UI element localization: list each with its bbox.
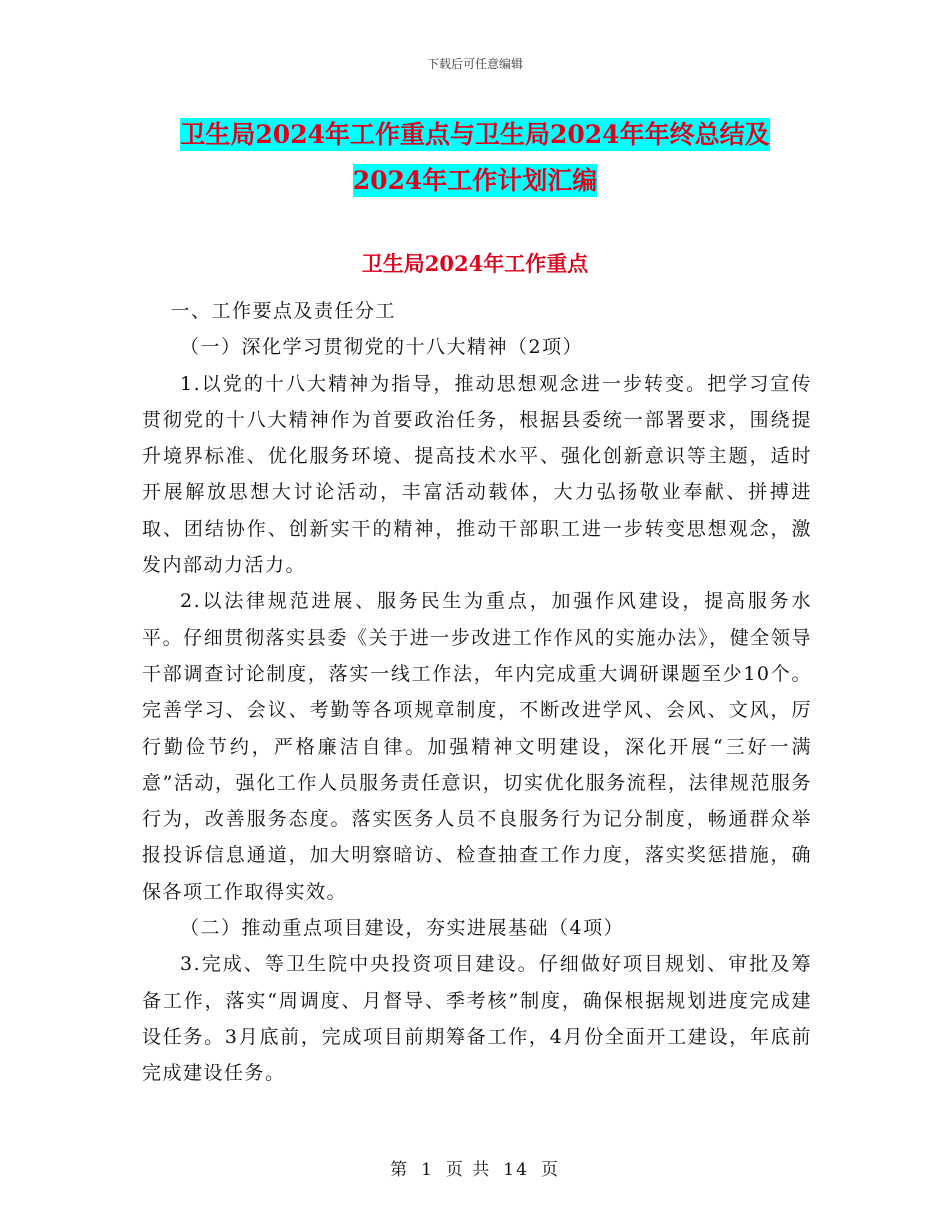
paragraph: 3.完成、等卫生院中央投资项目建设。仔细做好项目规划、审批及筹备工作，落实“周调度、月督导、季考核”制度，确保根据规划进度完成建设任务。3月底前，完成项目前期筹备工作，4月份全面开工建设，年底前完成建设任务。 (142, 953, 812, 1085)
heading-level-1: 一、工作要点及责任分工 (170, 300, 397, 322)
paragraph: 1.以党的十八大精神为指导，推动思想观念进一步转变。把学习宣传贯彻党的十八大精神作为首要政治任务，根据县委统一部署要求，围绕提升境界标准、优化服务环境、提高技术水平、强化创新意识等主题，适时开展解放思想大讨论活动，丰富活动载体，大力弘扬敬业奉献、拼搏进取、团结协作、创新实干的精神，推动干部职工进一步转变思想观念，激发内部动力活力。 (142, 372, 812, 577)
page-footer (0, 1155, 950, 1180)
section-title: 卫生局2024年工作重点 (361, 251, 589, 276)
footer-prefix: 第 (390, 1160, 410, 1180)
footer-mid: 页 共 (445, 1160, 492, 1180)
paragraph: 2.以法律规范进展、服务民生为重点，加强作风建设，提高服务水平。仔细贯彻落实县委《关于进一步改进工作作风的实施办法》，健全领导干部调查讨论制度，落实一线工作法，年内完成重大调研课题至少10个。完善学习、会议、考勤等各项规章制度，不断改进学风、会风、文风，厉行勤俭节约，严格廉洁自律。加强精神文明建设，深化开展“三好一满意”活动，强化工作人员服务责任意识，切实优化服务流程，法律规范服务行为，改善服务态度。落实医务人员不良服务行为记分制度，畅通群众举报投诉信息通道，加大明察暗访、检查抽查工作力度，落实奖惩措施，确保各项工作取得实效。 (142, 590, 812, 903)
footer-page-number: 1 (421, 1160, 434, 1180)
main-title (140, 112, 810, 204)
body-text (142, 293, 812, 1092)
main-title-line-2: 2024年工作计划汇编 (352, 166, 598, 195)
heading-level-2: （一）深化学习贯彻党的十八大精神（2项） (180, 336, 584, 359)
header-note: 下载后可任意编辑 (426, 57, 523, 71)
main-title-line-1: 卫生局2024年工作重点与卫生局2024年年终总结及 (180, 120, 770, 149)
footer-suffix: 页 (540, 1160, 560, 1180)
heading-level-2: （二）推动重点项目建设，夯实进展基础（4项） (180, 917, 625, 940)
footer-total-pages: 14 (503, 1160, 529, 1180)
